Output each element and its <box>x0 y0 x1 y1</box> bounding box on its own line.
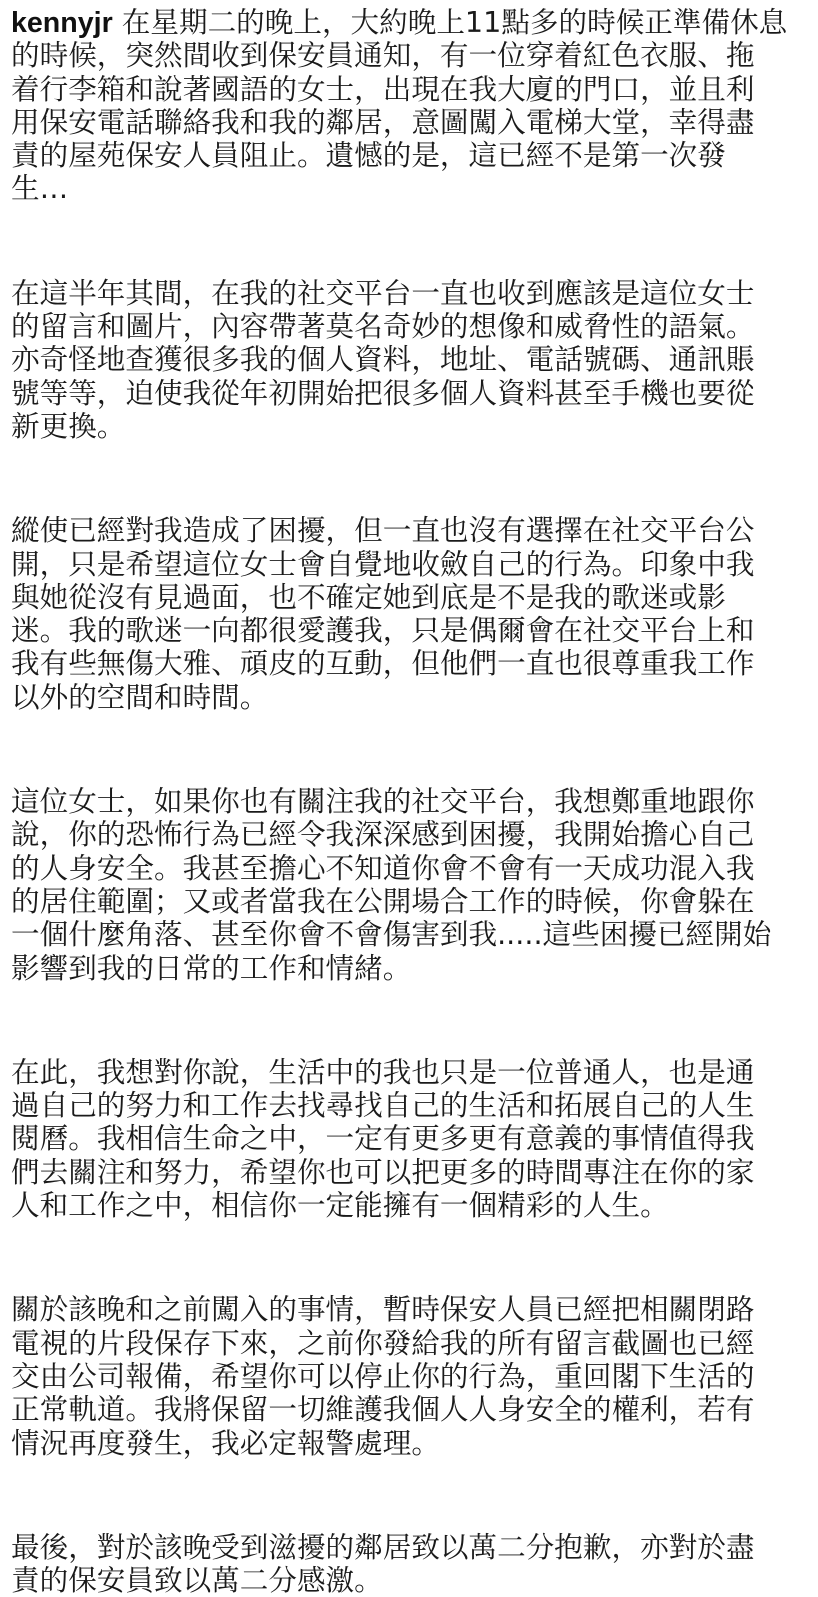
paragraph-gap <box>11 1222 818 1293</box>
caption-line: 正常軌道。我將保留一切維護我個人人身安全的權利，若有 <box>11 1393 755 1427</box>
paragraph-gap <box>11 985 818 1056</box>
caption-line: 責的保安員致以萬二分感激。 <box>11 1564 383 1597</box>
caption-line: 一個什麼角落、甚至你會不會傷害到我.....這些困擾已經開始 <box>11 918 772 952</box>
paragraph-gap <box>11 1460 818 1531</box>
caption-line: 關於該晚和之前闖入的事情，暫時保安人員已經把相關閉路 <box>11 1293 755 1327</box>
caption-line: 說，你的恐怖行為已經令我深深感到困擾，我開始擔心自己 <box>11 818 755 852</box>
caption-line <box>11 6 818 39</box>
caption-line: 以外的空間和時間。 <box>11 680 269 714</box>
caption-line: 影響到我的日常的工作和情緒。 <box>11 951 412 985</box>
paragraph-4 <box>11 785 818 985</box>
paragraph-5 <box>11 1056 818 1222</box>
caption-line: 最後，對於該晚受到滋擾的鄰居致以萬二分抱歉，亦對於盡 <box>11 1530 755 1564</box>
paragraph-2 <box>11 277 818 443</box>
paragraph-gap <box>11 443 818 514</box>
caption-line: 的留言和圖片，內容帶著莫名奇妙的想像和威脅性的語氣。 <box>11 310 755 344</box>
paragraph-6 <box>11 1293 818 1459</box>
caption-line: 責的屋苑保安人員阻止。遺憾的是，這已經不是第一次發 <box>11 139 726 173</box>
caption-line: 交由公司報備，希望你可以停止你的行為，重回閣下生活的 <box>11 1359 755 1393</box>
caption-line: 新更換。 <box>11 409 126 443</box>
paragraph-3 <box>11 514 818 714</box>
caption-line: 在這半年其間，在我的社交平台一直也收到應該是這位女士 <box>11 276 755 310</box>
caption-line: 閱曆。我相信生命之中，一定有更多更有意義的事情值得我 <box>11 1122 755 1156</box>
caption-line: 生… <box>11 172 69 206</box>
caption-line: 與她從沒有見過面，也不確定她到底是不是我的歌迷或影 <box>11 580 726 614</box>
paragraph-gap <box>11 206 818 277</box>
caption-line: 縱使已經對我造成了困擾，但一直也沒有選擇在社交平台公 <box>11 514 755 548</box>
caption-line: 在此，我想對你說，生活中的我也只是一位普通人，也是通 <box>11 1055 755 1089</box>
paragraph-7 <box>11 1531 818 1597</box>
caption-line: 過自己的努力和工作去找尋找自己的生活和拓展自己的人生 <box>11 1089 755 1123</box>
caption-text: 在星期二的晚上，大約晚上11點多的時候正準備休息 <box>112 6 788 39</box>
caption-line: 着行李箱和說著國語的女士，出現在我大廈的門口，並且利 <box>11 72 755 106</box>
caption-line: 用保安電話聯絡我和我的鄰居，意圖闖入電梯大堂，幸得盡 <box>11 105 755 139</box>
caption-line: 開，只是希望這位女士會自覺地收斂自己的行為。印象中我 <box>11 547 755 581</box>
paragraph-1 <box>11 6 818 206</box>
caption-line: 這位女士，如果你也有關注我的社交平台，我想鄭重地跟你 <box>11 785 755 819</box>
caption-line: 迷。我的歌迷一向都很愛護我，只是偶爾會在社交平台上和 <box>11 614 755 648</box>
caption-line: 人和工作之中，相信你一定能擁有一個精彩的人生。 <box>11 1189 669 1223</box>
paragraph-gap <box>11 714 818 785</box>
caption-line: 電視的片段保存下來，之前你發給我的所有留言截圖也已經 <box>11 1326 755 1360</box>
caption-line: 的時候，突然間收到保安員通知，有一位穿着紅色衣服、拖 <box>11 39 755 73</box>
caption-line: 情況再度發生，我必定報警處理。 <box>11 1426 440 1460</box>
caption-line: 們去關注和努力，希望你也可以把更多的時間專注在你的家 <box>11 1155 755 1189</box>
caption-line: 號等等，迫使我從年初開始把很多個人資料甚至手機也要從 <box>11 376 755 410</box>
caption-line: 的居住範圍；又或者當我在公開場合工作的時候，你會躲在 <box>11 884 755 918</box>
caption-line: 我有些無傷大雅、頑皮的互動，但他們一直也很尊重我工作 <box>11 647 755 681</box>
username-link[interactable]: kennyjr <box>11 7 113 39</box>
post-caption <box>11 6 818 1597</box>
caption-line: 亦奇怪地查獲很多我的個人資料，地址、電話號碼、通訊賬 <box>11 343 755 377</box>
caption-line: 的人身安全。我甚至擔心不知道你會不會有一天成功混入我 <box>11 851 755 885</box>
